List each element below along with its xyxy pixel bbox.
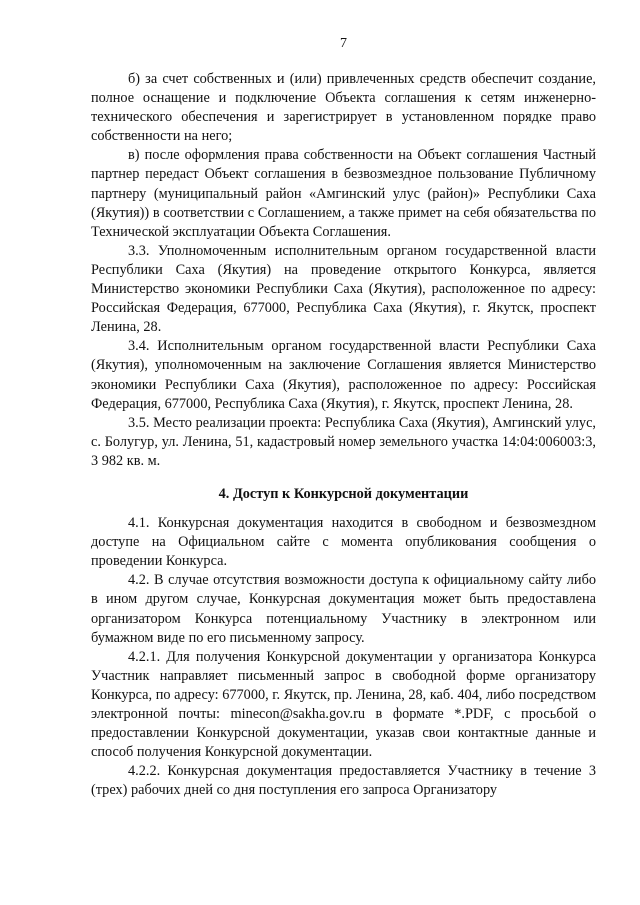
paragraph-3-3: 3.3. Уполномоченным исполнительным органом государственной власти Республики Саха (Якутия) на проведение открытого Конкурса, является Министерство экономики Республики Саха (Якутия), расположенное по адресу: Российская Федерация, 677000, Республика Саха (Якутия), г. Якутск, проспект Ленина, 28.: [91, 242, 596, 336]
page-number: 7: [340, 36, 347, 51]
paragraph-v: в) после оформления права собственности на Объект соглашения Частный партнер передаст Объект соглашения в безвозмездное пользование Публичному партнеру (муниципальный район «Амгинский улус (район)» Республики Саха (Якутия)) в соответствии с Соглашением, а также примет на себя обязательства по Технической эксплуатации Объекта Соглашения.: [91, 147, 596, 240]
paragraph-4-2-1: 4.2.1. Для получения Конкурсной документации у организатора Конкурса Участник направляет письменный запрос в свободной форме организатору Конкурса, по адресу: 677000, г. Якутск, пр. Ленина, 28, каб. 404, либо посредством электронной почты: minecon@sakha.gov.ru в формате *.PDF, с просьбой о предоставлении Конкурсной документации, указав свои контактные данные и способ получения Конкурсной документации.: [91, 648, 596, 761]
paragraph-4-2-2: 4.2.2. Конкурсная документация предоставляется Участнику в течение 3 (трех) рабочих дней со дня поступления его запроса Организатору: [91, 763, 596, 799]
paragraph-3-4: 3.4. Исполнительным органом государственной власти Республики Саха (Якутия), уполномоченным на заключение Соглашения является Министерство экономики Республики Саха (Якутия), расположенное по адресу: Российская Федерация, 677000, Республика Саха (Якутия), г. Якутск, проспект Ленина, 28.: [91, 338, 596, 412]
paragraph-4-1: 4.1. Конкурсная документация находится в свободном и безвозмездном доступе на Официальном сайте с момента опубликования сообщения о проведении Конкурса.: [91, 515, 596, 570]
paragraph-3-5: 3.5. Место реализации проекта: Республика Саха (Якутия), Амгинский улус, с. Болугур, ул. Ленина, 51, кадастровый номер земельного участка 14:04:006003:3, 3 982 кв. м.: [91, 414, 596, 469]
paragraph-b: б) за счет собственных и (или) привлеченных средств обеспечит создание, полное оснащение и подключение Объекта соглашения к сетям инженерно-технического обеспечения и зарегистрирует в установленном порядке право собственности на него;: [91, 71, 596, 145]
paragraph-4-2: 4.2. В случае отсутствия возможности доступа к официальному сайту либо в ином другом случае, Конкурсная документация может быть предоставлена организатором Конкурса потенциальному Участнику в электронном или бумажном виде по его письменному запросу.: [91, 572, 596, 646]
section-heading: 4. Доступ к Конкурсной документации: [218, 485, 469, 502]
